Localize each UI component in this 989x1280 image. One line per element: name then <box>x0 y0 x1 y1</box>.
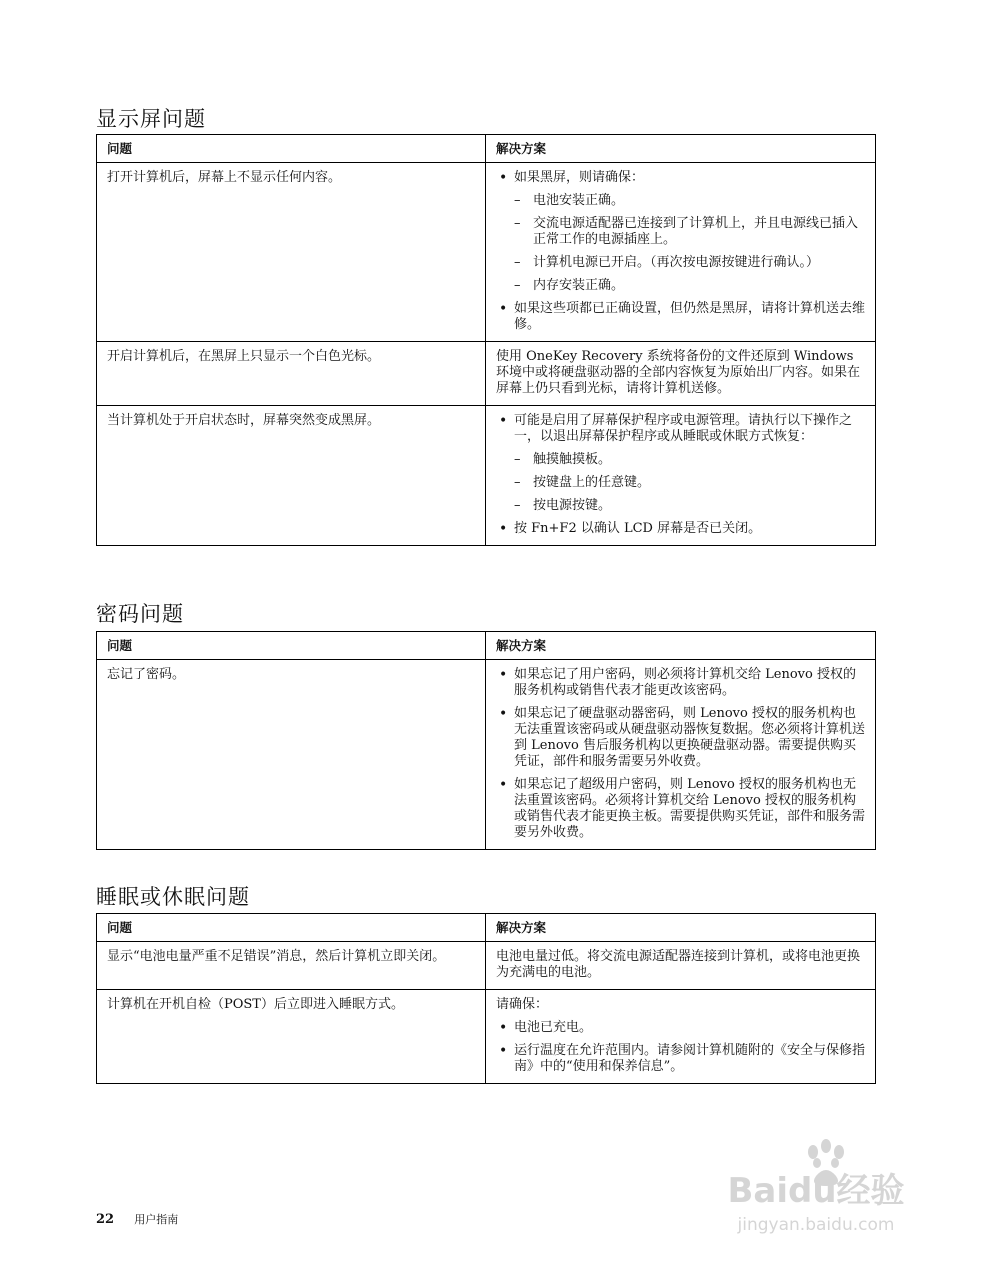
display-problems-table <box>96 134 876 546</box>
watermark-brand: Baidu经验 <box>727 1171 905 1211</box>
solution-cell: 电池电量过低。将交流电源适配器连接到计算机，或将电池更换为充满电的电池。 <box>486 942 876 990</box>
problem-cell: 计算机在开机自检（POST）后立即进入睡眠方式。 <box>97 990 486 1084</box>
problem-cell: 打开计算机后，屏幕上不显示任何内容。 <box>97 163 486 342</box>
bullet-item: • 运行温度在允许范围内。请参阅计算机随附的《安全与保修指南》中的“使用和保养信息”。 <box>496 1043 865 1075</box>
column-header-solution: 解决方案 <box>486 914 876 942</box>
bullet-item: • 可能是启用了屏幕保护程序或电源管理。请执行以下操作之一，以退出屏幕保护程序或从睡眠或休眠方式恢复： – 触摸触摸板。 – 按键盘上的任意键。 – 按电源按键。 <box>496 413 865 514</box>
sub-item: – 内存安装正确。 <box>496 278 865 294</box>
solution-cell <box>486 660 876 850</box>
problem-cell: 显示“电池电量严重不足错误”消息，然后计算机立即关闭。 <box>97 942 486 990</box>
baidu-jingyan-watermark <box>701 1130 931 1240</box>
sub-item: – 触摸触摸板。 <box>496 452 865 468</box>
table-header-row <box>97 135 876 163</box>
solution-cell: 使用 OneKey Recovery 系统将备份的文件还原到 Windows 环境中或将硬盘驱动器的全部内容恢复为原始出厂内容。如果在屏幕上仍只看到光标，请将计算机送修。 <box>486 342 876 406</box>
column-header-solution: 解决方案 <box>486 135 876 163</box>
solution-cell <box>486 163 876 342</box>
table-row <box>97 406 876 546</box>
table-row <box>97 942 876 990</box>
password-problems-table <box>96 631 876 850</box>
section-title-display: 显示屏问题 <box>96 107 206 131</box>
table-header-row <box>97 632 876 660</box>
bullet-item: • 如果这些项都已正确设置，但仍然是黑屏，请将计算机送去维修。 <box>496 301 865 333</box>
sub-item: – 计算机电源已开启。（再次按电源按键进行确认。） <box>496 255 865 271</box>
bullet-item: • 如果黑屏，则请确保： – 电池安装正确。 – 交流电源适配器已连接到了计算机上，并且电源线已插入正常工作的电源插座上。 – 计算机电源已开启。（再次按电源按键进行确认。） – 内存安装正确。 <box>496 170 865 294</box>
sub-item: – 交流电源适配器已连接到了计算机上，并且电源线已插入正常工作的电源插座上。 <box>496 216 865 248</box>
column-header-problem: 问题 <box>97 632 486 660</box>
page-footer <box>96 1211 178 1227</box>
bullet-item: • 如果忘记了硬盘驱动器密码，则 Lenovo 授权的服务机构也无法重置该密码或从硬盘驱动器恢复数据。您必须将计算机送到 Lenovo 售后服务机构以更换硬盘驱动器。需要提供购买凭证，部件和服务需要另外收费。 <box>496 706 865 770</box>
section-title-sleep: 睡眠或休眠问题 <box>96 885 250 909</box>
bullet-item: • 电池已充电。 <box>496 1020 865 1036</box>
section-title-password: 密码问题 <box>96 602 184 626</box>
column-header-solution: 解决方案 <box>486 632 876 660</box>
table-row <box>97 342 876 406</box>
table-row <box>97 660 876 850</box>
table-row <box>97 163 876 342</box>
sleep-problems-table <box>96 913 876 1084</box>
footer-label: 用户指南 <box>134 1213 179 1226</box>
bullet-item: • 按 Fn+F2 以确认 LCD 屏幕是否已关闭。 <box>496 521 865 537</box>
column-header-problem: 问题 <box>97 914 486 942</box>
problem-cell: 开启计算机后，在黑屏上只显示一个白色光标。 <box>97 342 486 406</box>
sub-item: – 按电源按键。 <box>496 498 865 514</box>
problem-cell: 忘记了密码。 <box>97 660 486 850</box>
solution-lead: 请确保： <box>496 997 549 1012</box>
solution-cell <box>486 990 876 1084</box>
bullet-item: • 如果忘记了用户密码，则必须将计算机交给 Lenovo 授权的服务机构或销售代表才能更改该密码。 <box>496 667 865 699</box>
table-header-row <box>97 914 876 942</box>
sub-item: – 按键盘上的任意键。 <box>496 475 865 491</box>
watermark-url: jingyan.baidu.com <box>737 1215 895 1235</box>
problem-cell: 当计算机处于开启状态时，屏幕突然变成黑屏。 <box>97 406 486 546</box>
sub-item: – 电池安装正确。 <box>496 193 865 209</box>
table-row <box>97 990 876 1084</box>
column-header-problem: 问题 <box>97 135 486 163</box>
bullet-item: • 如果忘记了超级用户密码，则 Lenovo 授权的服务机构也无法重置该密码。必须将计算机交给 Lenovo 授权的服务机构或销售代表才能更换主板。需要提供购买凭证，部件和服务需要另外收费。 <box>496 777 865 841</box>
page-number: 22 <box>96 1212 115 1227</box>
solution-cell <box>486 406 876 546</box>
